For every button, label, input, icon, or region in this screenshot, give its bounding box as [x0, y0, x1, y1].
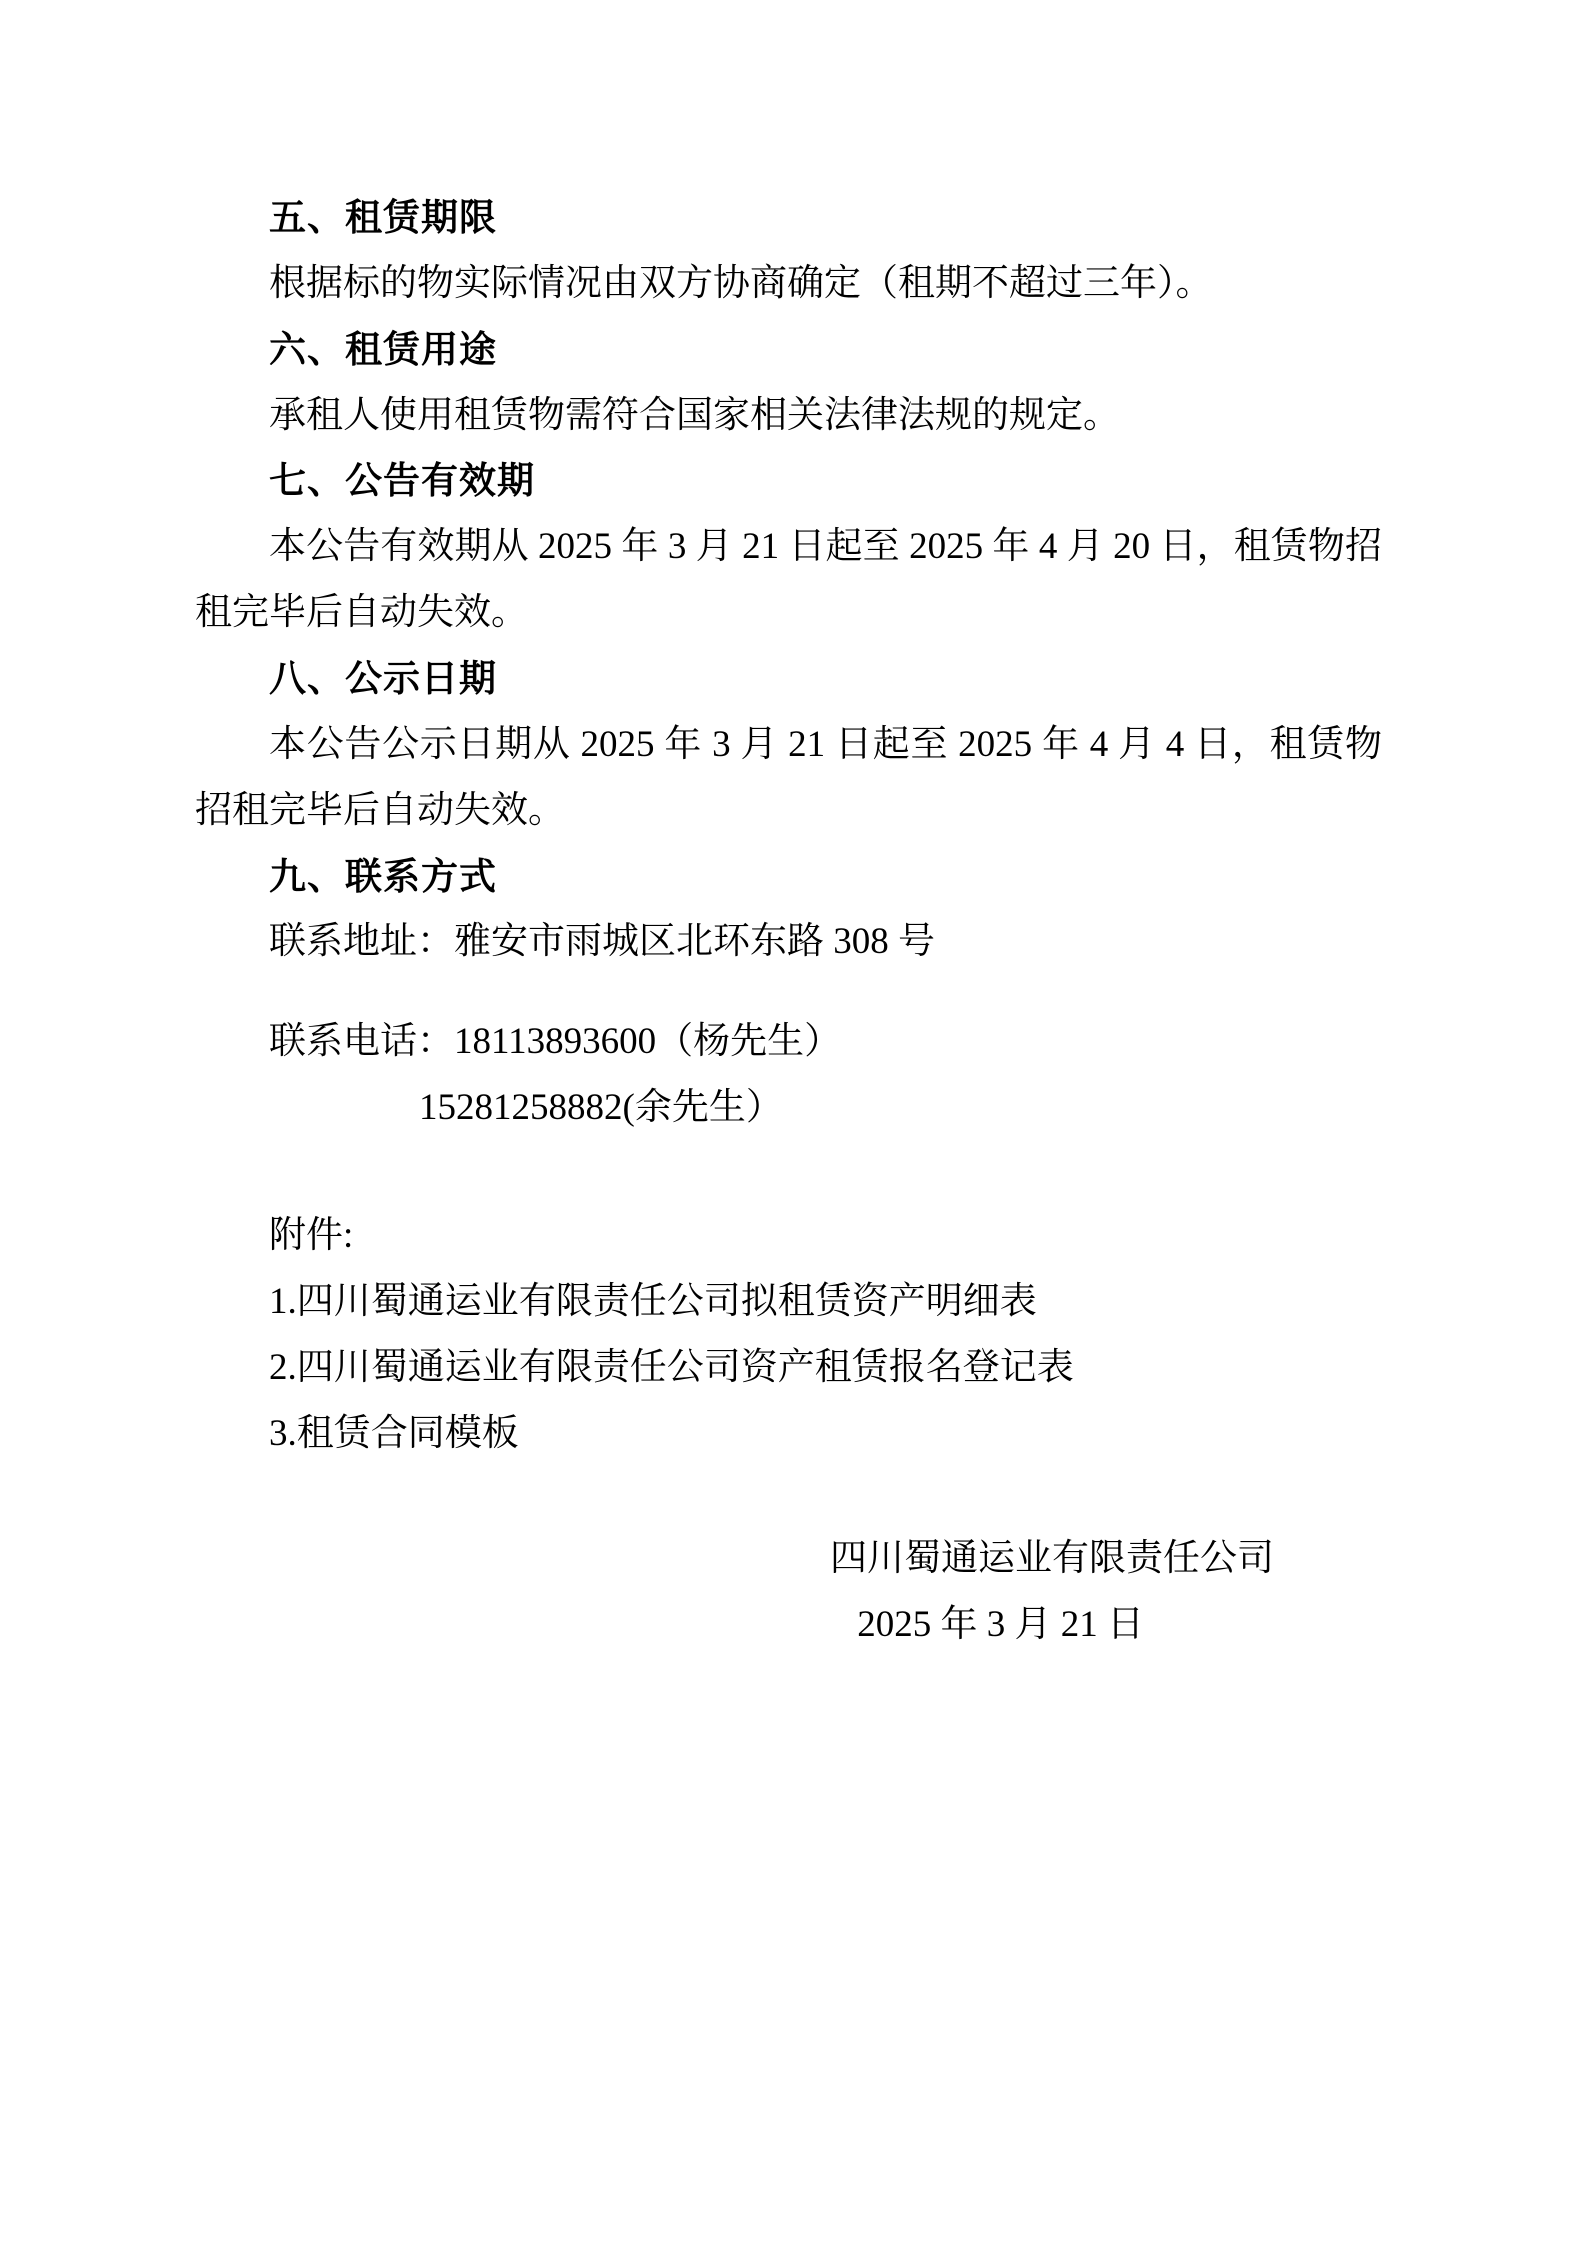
- section-title-contact: 九、联系方式: [269, 854, 497, 898]
- contact-phone-primary: 联系电话：18113893600（杨先生）: [269, 1021, 842, 1063]
- signature-company: 四川蜀通运业有限责任公司: [830, 1538, 1274, 1580]
- attachments-block: [195, 1203, 1382, 1466]
- contact-phone-secondary: 15281258882(余先生）: [419, 1087, 783, 1129]
- signature-date: 2025 年 3 月 21 日: [857, 1604, 1144, 1646]
- spacer-after-address: [195, 975, 1382, 1009]
- document-body: [195, 185, 1382, 1658]
- section-paragraph-lease-term: 根据标的物实际情况由双方协商确定（租期不超过三年）。: [269, 262, 1213, 304]
- section-title-lease-term: 五、租赁期限: [269, 196, 497, 239]
- contact-address: 联系地址：雅安市雨城区北环东路 308 号: [269, 921, 935, 963]
- section-paragraph-notice-validity: 本公告有效期从 2025 年 3 月 21 日起至 2025 年 4 月 20 日，租赁物招租完毕后自动失效。: [195, 526, 1382, 634]
- section-title-lease-purpose: 六、租赁用途: [269, 327, 497, 371]
- attachment-item-3: 3.租赁合同模板: [269, 1412, 519, 1454]
- spacer-before-attachments: [195, 1141, 1382, 1203]
- attachment-item-1: 1.四川蜀通运业有限责任公司拟租赁资产明细表: [269, 1280, 1037, 1322]
- section-paragraph-lease-purpose: 承租人使用租赁物需符合国家相关法律法规的规定。: [269, 394, 1120, 436]
- signature-block: [195, 1526, 1382, 1658]
- attachments-label: 附件:: [269, 1215, 354, 1257]
- section-title-notice-validity: 七、公告有效期: [269, 459, 535, 503]
- section-paragraph-publicity-date: 本公告公示日期从 2025 年 3 月 21 日起至 2025 年 4 月 4 日，租赁物招租完毕后自动失效。: [195, 723, 1382, 831]
- section-title-publicity-date: 八、公示日期: [269, 657, 497, 701]
- attachment-item-2: 2.四川蜀通运业有限责任公司资产租赁报名登记表: [269, 1346, 1074, 1388]
